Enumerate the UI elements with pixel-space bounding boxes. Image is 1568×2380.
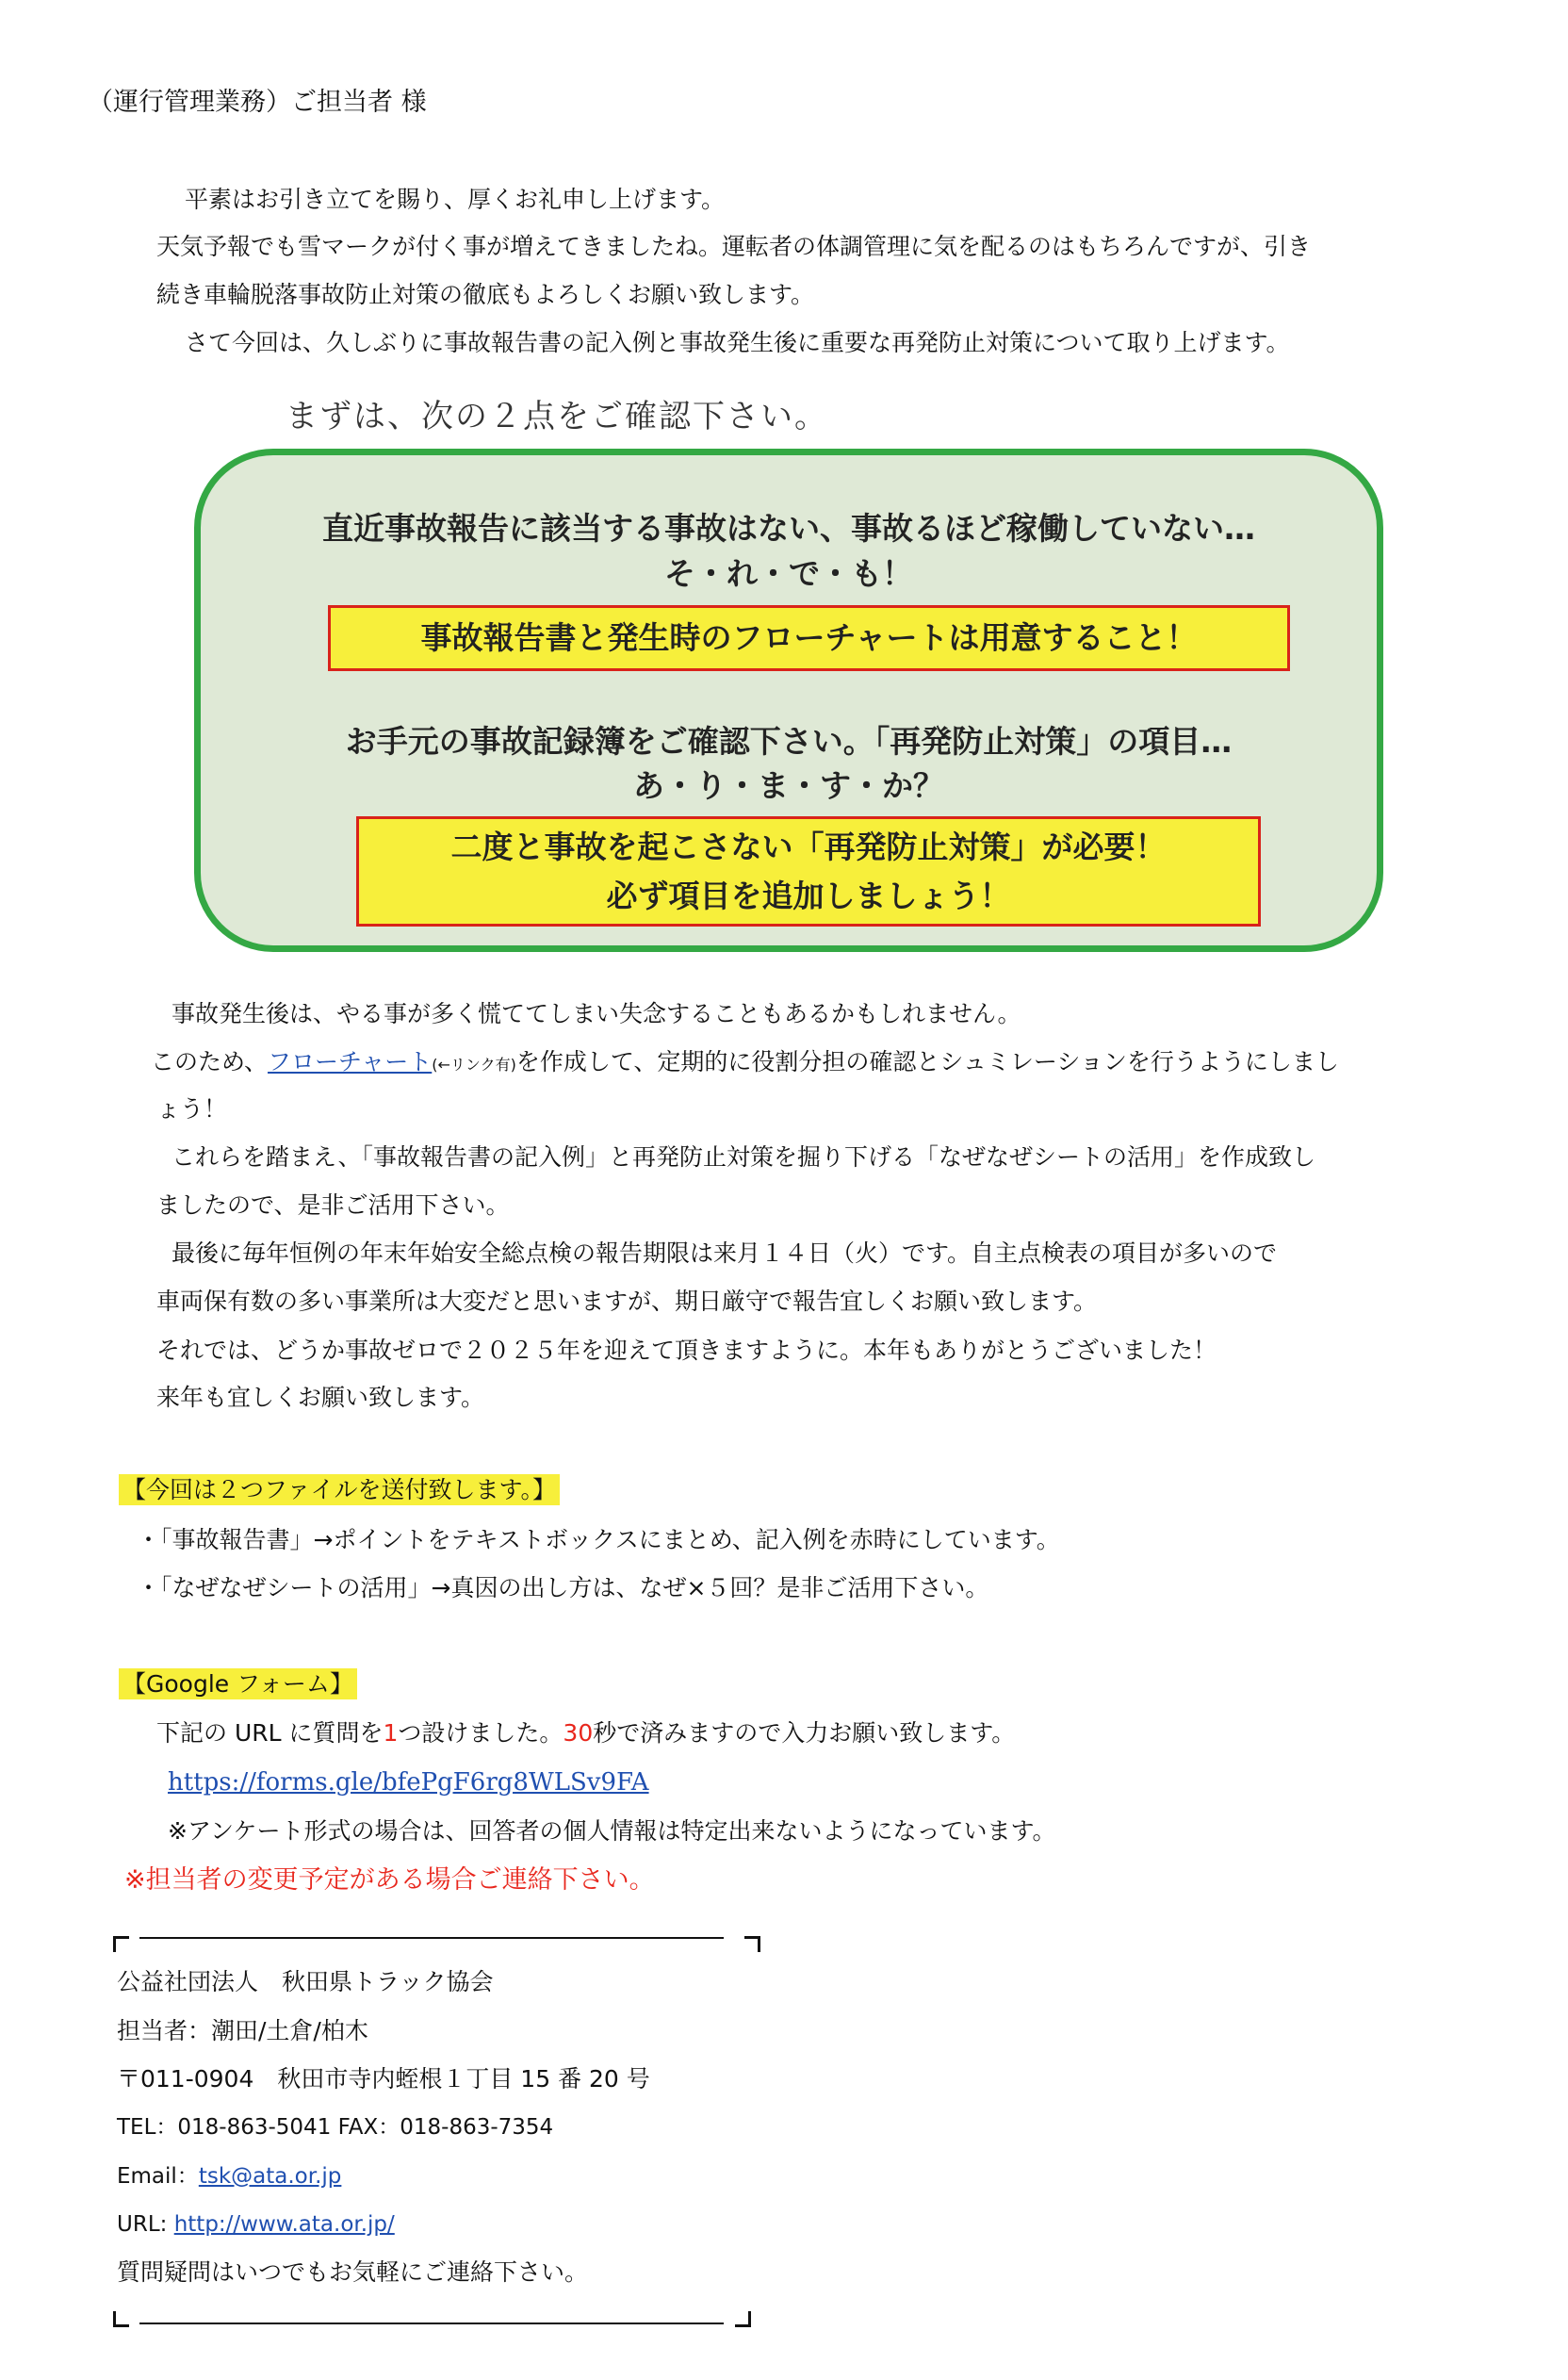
google-form-link[interactable]: https://forms.gle/bfePgF6rg8WLSv9FA [168,1768,649,1797]
callout-highlight-2-line-2: 必ず項目を追加しましょう！ [606,878,1011,914]
callout-highlight-2-line-1: 二度と事故を起こさない「再発防止対策」が必要！ [450,829,1167,865]
contact-change-notice: ※担当者の変更予定がある場合ご連絡下さい。 [124,1865,655,1895]
body-p4b: 車両保有数の多い事業所は大変だと思いますが、期日厳守で報告宜しくお願い致します。 [156,1288,1098,1315]
files-item-2: ・「なぜなぜシートの活用」→真因の出し方は、なぜ×５回？是非ご活用下さい。 [137,1574,989,1601]
contact-email [117,2160,341,2192]
callout-box [194,449,1383,952]
body-p3b: ましたので、是非ご活用下さい。 [156,1191,510,1219]
check-heading: まずは、次の２点をご確認下さい。 [286,398,828,435]
question-count: 1 [383,1719,399,1747]
body-p6: 来年も宜しくお願い致します。 [156,1384,485,1411]
google-text-a: 下記の URL に質問を [156,1719,384,1747]
contact-staff: 担当者：潮田/土倉/柏木 [117,2017,368,2044]
email-label: Email： [117,2164,199,2189]
files-heading-text: 【今回は２つファイルを送付致します。】 [119,1474,560,1505]
intro-line-2: 天気予報でも雪マークが付く事が増えてきましたね。運転者の体調管理に気を配るのはもちろんですが、引き [156,233,1312,260]
body-p5: それでは、どうか事故ゼロで２０２５年を迎えて頂きますように。本年もありがとうございました！ [156,1337,1217,1364]
google-heading [119,1668,357,1700]
files-heading [119,1474,560,1506]
url-label: URL: [117,2212,174,2237]
body-p4a: 最後に毎年恒例の年末年始安全総点検の報告期限は来月１４日（火）です。自主点検表の項目が多いので [172,1239,1278,1267]
intro-line-3: 続き車輪脱落事故防止対策の徹底もよろしくお願い致します。 [156,281,815,308]
google-text-c: 秒で済みますので入力お願い致します。 [593,1719,1016,1747]
frame-top-rule [139,1937,724,1939]
frame-corner-tl [113,1936,129,1952]
frame-bottom-rule [139,2323,724,2324]
callout-highlight-1 [328,605,1290,671]
body-p3a: これらを踏まえ、「事故報告書の記入例」と再発防止対策を掘り下げる「なぜなぜシートの活用」を作成致し [172,1143,1316,1171]
link-note: (←リンク有) [432,1056,516,1074]
callout-highlight-1-text: 事故報告書と発生時のフローチャートは用意すること！ [420,619,1198,656]
callout-line-1: 直近事故報告に該当する事故はない、事故るほど稼働していない… [322,510,1255,547]
contact-address: 〒011-0904 秋田市寺内蛭根１丁目 15 番 20 号 [117,2065,650,2093]
body-p2-pre: このため、 [151,1048,269,1075]
intro-line-1: 平素はお引き立てを賜り、厚くお礼申し上げます。 [185,186,726,213]
body-p2-end: ょう！ [156,1095,228,1123]
google-text [156,1717,1015,1749]
intro-line-4: さて今回は、久しぶりに事故報告書の記入例と事故発生後に重要な再発防止対策について取り上げます。 [185,329,1290,356]
frame-corner-br [735,2311,751,2327]
body-p2 [151,1046,1339,1081]
callout-line-3: お手元の事故記録簿をご確認下さい。「再発防止対策」の項目… [345,723,1233,760]
callout-line-4: あ・り・ま・す・か？ [633,767,944,804]
contact-url [117,2208,395,2240]
google-heading-text: 【Google フォーム】 [119,1668,357,1699]
flowchart-link[interactable]: フローチャート [268,1048,433,1075]
contact-closing: 質問疑問はいつでもお気軽にご連絡下さい。 [117,2258,589,2286]
website-link[interactable]: http://www.ata.or.jp/ [173,2212,395,2237]
google-note: ※アンケート形式の場合は、回答者の個人情報は特定出来ないようになっています。 [168,1817,1056,1845]
files-item-1: ・「事故報告書」→ポイントをテキストボックスにまとめ、記入例を赤時にしています。 [137,1526,1060,1553]
frame-corner-tr [744,1936,760,1952]
email-link[interactable]: tsk@ata.or.jp [198,2164,342,2189]
callout-highlight-2 [356,816,1261,927]
seconds-count: 30 [563,1719,594,1747]
body-p2-post: を作成して、定期的に役割分担の確認とシュミレーションを行うようにしまし [515,1048,1339,1075]
body-p1: 事故発生後は、やる事が多く慌ててしまい失念することもあるかもしれません。 [172,1000,1021,1027]
callout-line-2: そ・れ・で・も！ [664,555,913,592]
addressee: （運行管理業務）ご担当者 様 [88,88,427,117]
google-text-b: つ設けました。 [398,1719,564,1747]
contact-org: 公益社団法人 秋田県トラック協会 [117,1968,494,1995]
contact-tel: TEL：018-863-5041 FAX：018-863-7354 [117,2115,554,2140]
frame-corner-bl [113,2311,129,2327]
